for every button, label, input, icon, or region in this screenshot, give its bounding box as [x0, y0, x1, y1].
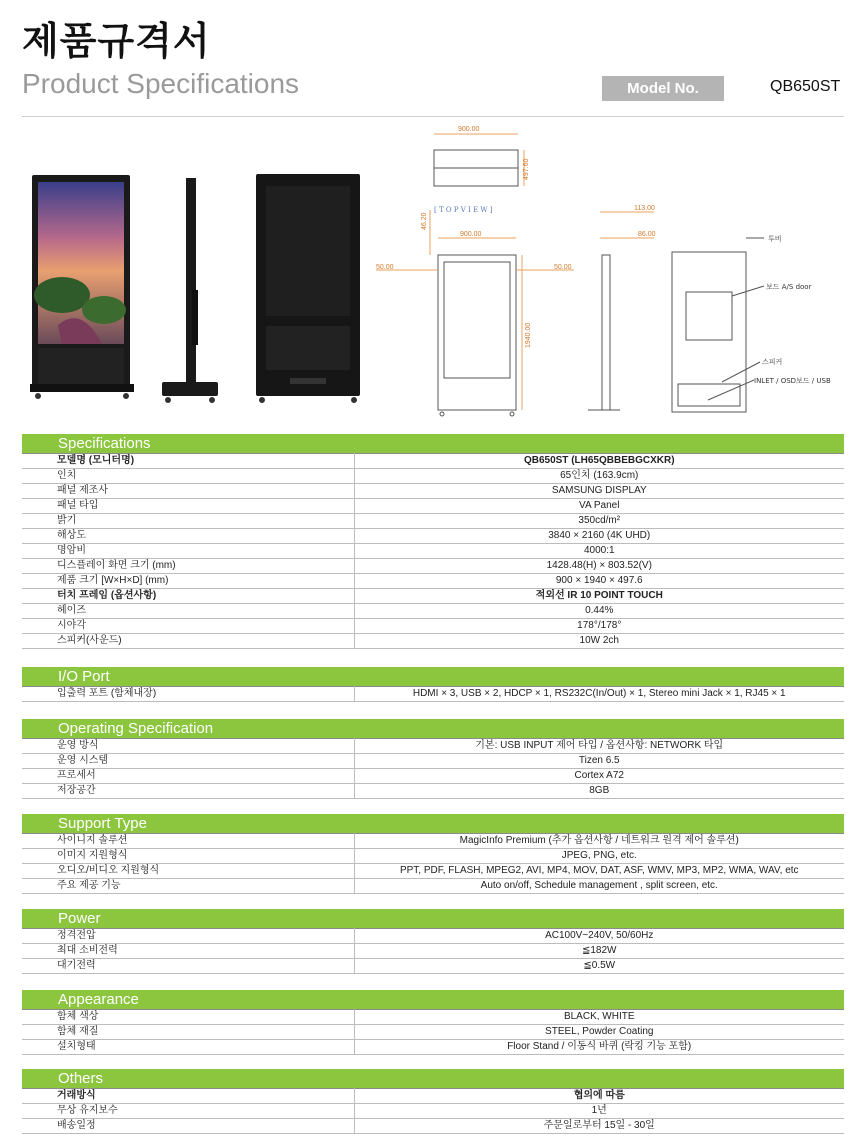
spec-value: SAMSUNG DISPLAY: [354, 484, 844, 499]
product-side-photo: [162, 178, 218, 403]
table-row: [22, 469, 844, 484]
spec-key: 함체 재질: [22, 1025, 354, 1040]
spec-table: [22, 1009, 844, 1055]
spec-table: [22, 453, 844, 649]
dim-side: 46.20: [421, 212, 428, 230]
section-io-port: [22, 667, 844, 702]
spec-value: Cortex A72: [354, 769, 844, 784]
spec-key: 이미지 지원형식: [22, 849, 354, 864]
table-row: [22, 589, 844, 604]
table-row: [22, 484, 844, 499]
spec-value: 주문일로부터 15일 - 30일: [354, 1119, 844, 1134]
header-divider: [22, 116, 844, 117]
spec-value: AC100V~240V, 50/60Hz: [354, 929, 844, 944]
model-number: QB650ST: [770, 78, 841, 95]
dim-side-depth-2: 86.00: [638, 231, 656, 238]
table-row: [22, 559, 844, 574]
spec-value: PPT, PDF, FLASH, MPEG2, AVI, MP4, MOV, DAT, ASF, WMV, MP3, MP2, WMA, WAV, etc: [354, 864, 844, 879]
spec-value: 1년: [354, 1104, 844, 1119]
spec-value: STEEL, Powder Coating: [354, 1025, 844, 1040]
spec-key: 설치형태: [22, 1040, 354, 1055]
spec-value: 10W 2ch: [354, 634, 844, 649]
dim-front-height: 1940.00: [525, 322, 532, 348]
dim-front-width: 900.00: [460, 231, 482, 238]
spec-value: 350cd/m²: [354, 514, 844, 529]
section-specifications: [22, 434, 844, 649]
page-title: 제품규격서: [22, 19, 211, 63]
section-operating-specification: [22, 719, 844, 799]
section-title: Operating Specification: [22, 719, 844, 738]
callout-speaker: 스피커: [762, 358, 783, 366]
front-dimension-drawing: [376, 210, 574, 416]
product-front-photo: [30, 175, 134, 399]
section-appearance: [22, 990, 844, 1055]
spec-key: 함체 색상: [22, 1010, 354, 1025]
section-support-type: [22, 814, 844, 894]
spec-key: 인치: [22, 469, 354, 484]
section-title: I/O Port: [22, 667, 844, 686]
spec-key: 입출력 포트 (함체내장): [22, 687, 354, 702]
spec-key: 대기전력: [22, 959, 354, 974]
table-row: [22, 1010, 844, 1025]
spec-table: [22, 928, 844, 974]
spec-value: 협의에 따름: [354, 1089, 844, 1104]
spec-value: 65인치 (163.9cm): [354, 469, 844, 484]
spec-key: 최대 소비전력: [22, 944, 354, 959]
spec-value: 4000:1: [354, 544, 844, 559]
spec-value: Floor Stand / 이동식 바퀴 (락킹 기능 포함): [354, 1040, 844, 1055]
spec-key: 시야각: [22, 619, 354, 634]
spec-key: 패널 타입: [22, 499, 354, 514]
spec-value: 3840 × 2160 (4K UHD): [354, 529, 844, 544]
dim-right-margin: 50.00: [554, 264, 572, 271]
spec-table: [22, 1088, 844, 1134]
table-row: [22, 864, 844, 879]
side-dimension-drawing: [588, 212, 654, 410]
spec-key: 해상도: [22, 529, 354, 544]
spec-key: 무상 유지보수: [22, 1104, 354, 1119]
spec-key: 프로세서: [22, 769, 354, 784]
back-diagram: [672, 238, 764, 412]
spec-key: 배송일정: [22, 1119, 354, 1134]
spec-key: 명암비: [22, 544, 354, 559]
product-drawings: [22, 120, 844, 420]
table-row: [22, 754, 844, 769]
table-row: [22, 454, 844, 469]
spec-table: [22, 738, 844, 799]
section-title: Appearance: [22, 990, 844, 1009]
table-row: [22, 1119, 844, 1134]
table-row: [22, 1089, 844, 1104]
dim-top-width: 900.00: [458, 126, 480, 133]
table-row: [22, 929, 844, 944]
section-title: Power: [22, 909, 844, 928]
top-view-label: [ T O P V I E W ]: [434, 206, 493, 214]
dim-top-depth: 497.60: [523, 158, 530, 180]
spec-value: Auto on/off, Schedule management , split screen, etc.: [354, 879, 844, 894]
spec-value: 기본: USB INPUT 제어 타입 / 옵션사항: NETWORK 타입: [354, 739, 844, 754]
callout-board-door: 보드 A/S door: [766, 283, 812, 291]
spec-key: 스피커(사운드): [22, 634, 354, 649]
table-row: [22, 959, 844, 974]
spec-value: ≦182W: [354, 944, 844, 959]
spec-value: Tizen 6.5: [354, 754, 844, 769]
spec-table: [22, 686, 844, 702]
table-row: [22, 944, 844, 959]
page-subtitle: Product Specifications: [22, 68, 300, 99]
table-row: [22, 619, 844, 634]
spec-key: 저장공간: [22, 784, 354, 799]
spec-value: 0.44%: [354, 604, 844, 619]
section-others: [22, 1069, 844, 1134]
callout-inlet: INLET / OSD보드 / USB: [754, 377, 831, 385]
spec-value: MagicInfo Premium (추가 옵션사항 / 네트워크 원격 제어 솔루션): [354, 834, 844, 849]
section-power: [22, 909, 844, 974]
table-row: [22, 529, 844, 544]
table-row: [22, 849, 844, 864]
table-row: [22, 634, 844, 649]
table-row: [22, 514, 844, 529]
spec-value: 900 × 1940 × 497.6: [354, 574, 844, 589]
spec-value: VA Panel: [354, 499, 844, 514]
spec-value: HDMI × 3, USB × 2, HDCP × 1, RS232C(In/Out) × 1, Stereo mini Jack × 1, RJ45 × 1: [354, 687, 844, 702]
table-row: [22, 769, 844, 784]
top-view-drawing: [434, 134, 524, 186]
callout-tubi: 투비: [768, 235, 782, 243]
spec-value: 적외선 IR 10 POINT TOUCH: [354, 589, 844, 604]
spec-key: 거래방식: [22, 1089, 354, 1104]
spec-key: 운영 방식: [22, 739, 354, 754]
table-row: [22, 499, 844, 514]
spec-key: 패널 제조사: [22, 484, 354, 499]
spec-value: 178°/178°: [354, 619, 844, 634]
table-row: [22, 834, 844, 849]
spec-table: [22, 833, 844, 894]
table-row: [22, 1040, 844, 1055]
spec-key: 정격전압: [22, 929, 354, 944]
table-row: [22, 574, 844, 589]
dim-side-depth-1: 113.00: [634, 205, 655, 212]
spec-key: 밝기: [22, 514, 354, 529]
product-back-photo: [256, 174, 360, 403]
table-row: [22, 879, 844, 894]
table-row: [22, 784, 844, 799]
spec-key: 제품 크기 [W×H×D] (mm): [22, 574, 354, 589]
table-row: [22, 1104, 844, 1119]
spec-key: 헤이즈: [22, 604, 354, 619]
spec-key: 사이니지 솔루션: [22, 834, 354, 849]
dim-left-margin: 50.00: [376, 264, 394, 271]
spec-key: 디스플레이 화면 크기 (mm): [22, 559, 354, 574]
spec-value: BLACK, WHITE: [354, 1010, 844, 1025]
spec-value: ≦0.5W: [354, 959, 844, 974]
table-row: [22, 1025, 844, 1040]
table-row: [22, 687, 844, 702]
spec-key: 오디오/비디오 지원형식: [22, 864, 354, 879]
section-title: Support Type: [22, 814, 844, 833]
spec-key: 주요 제공 기능: [22, 879, 354, 894]
section-title: Specifications: [22, 434, 844, 453]
product-drawings-svg: [22, 120, 844, 420]
spec-value: 1428.48(H) × 803.52(V): [354, 559, 844, 574]
table-row: [22, 739, 844, 754]
section-title: Others: [22, 1069, 844, 1088]
table-row: [22, 544, 844, 559]
spec-key: 모델명 (모니터명): [22, 454, 354, 469]
spec-key: 터치 프레임 (옵션사항): [22, 589, 354, 604]
spec-value: JPEG, PNG, etc.: [354, 849, 844, 864]
spec-value: QB650ST (LH65QBBEBGCXKR): [354, 454, 844, 469]
table-row: [22, 604, 844, 619]
spec-key: 운영 시스템: [22, 754, 354, 769]
spec-value: 8GB: [354, 784, 844, 799]
model-label-badge: Model No.: [602, 76, 724, 101]
